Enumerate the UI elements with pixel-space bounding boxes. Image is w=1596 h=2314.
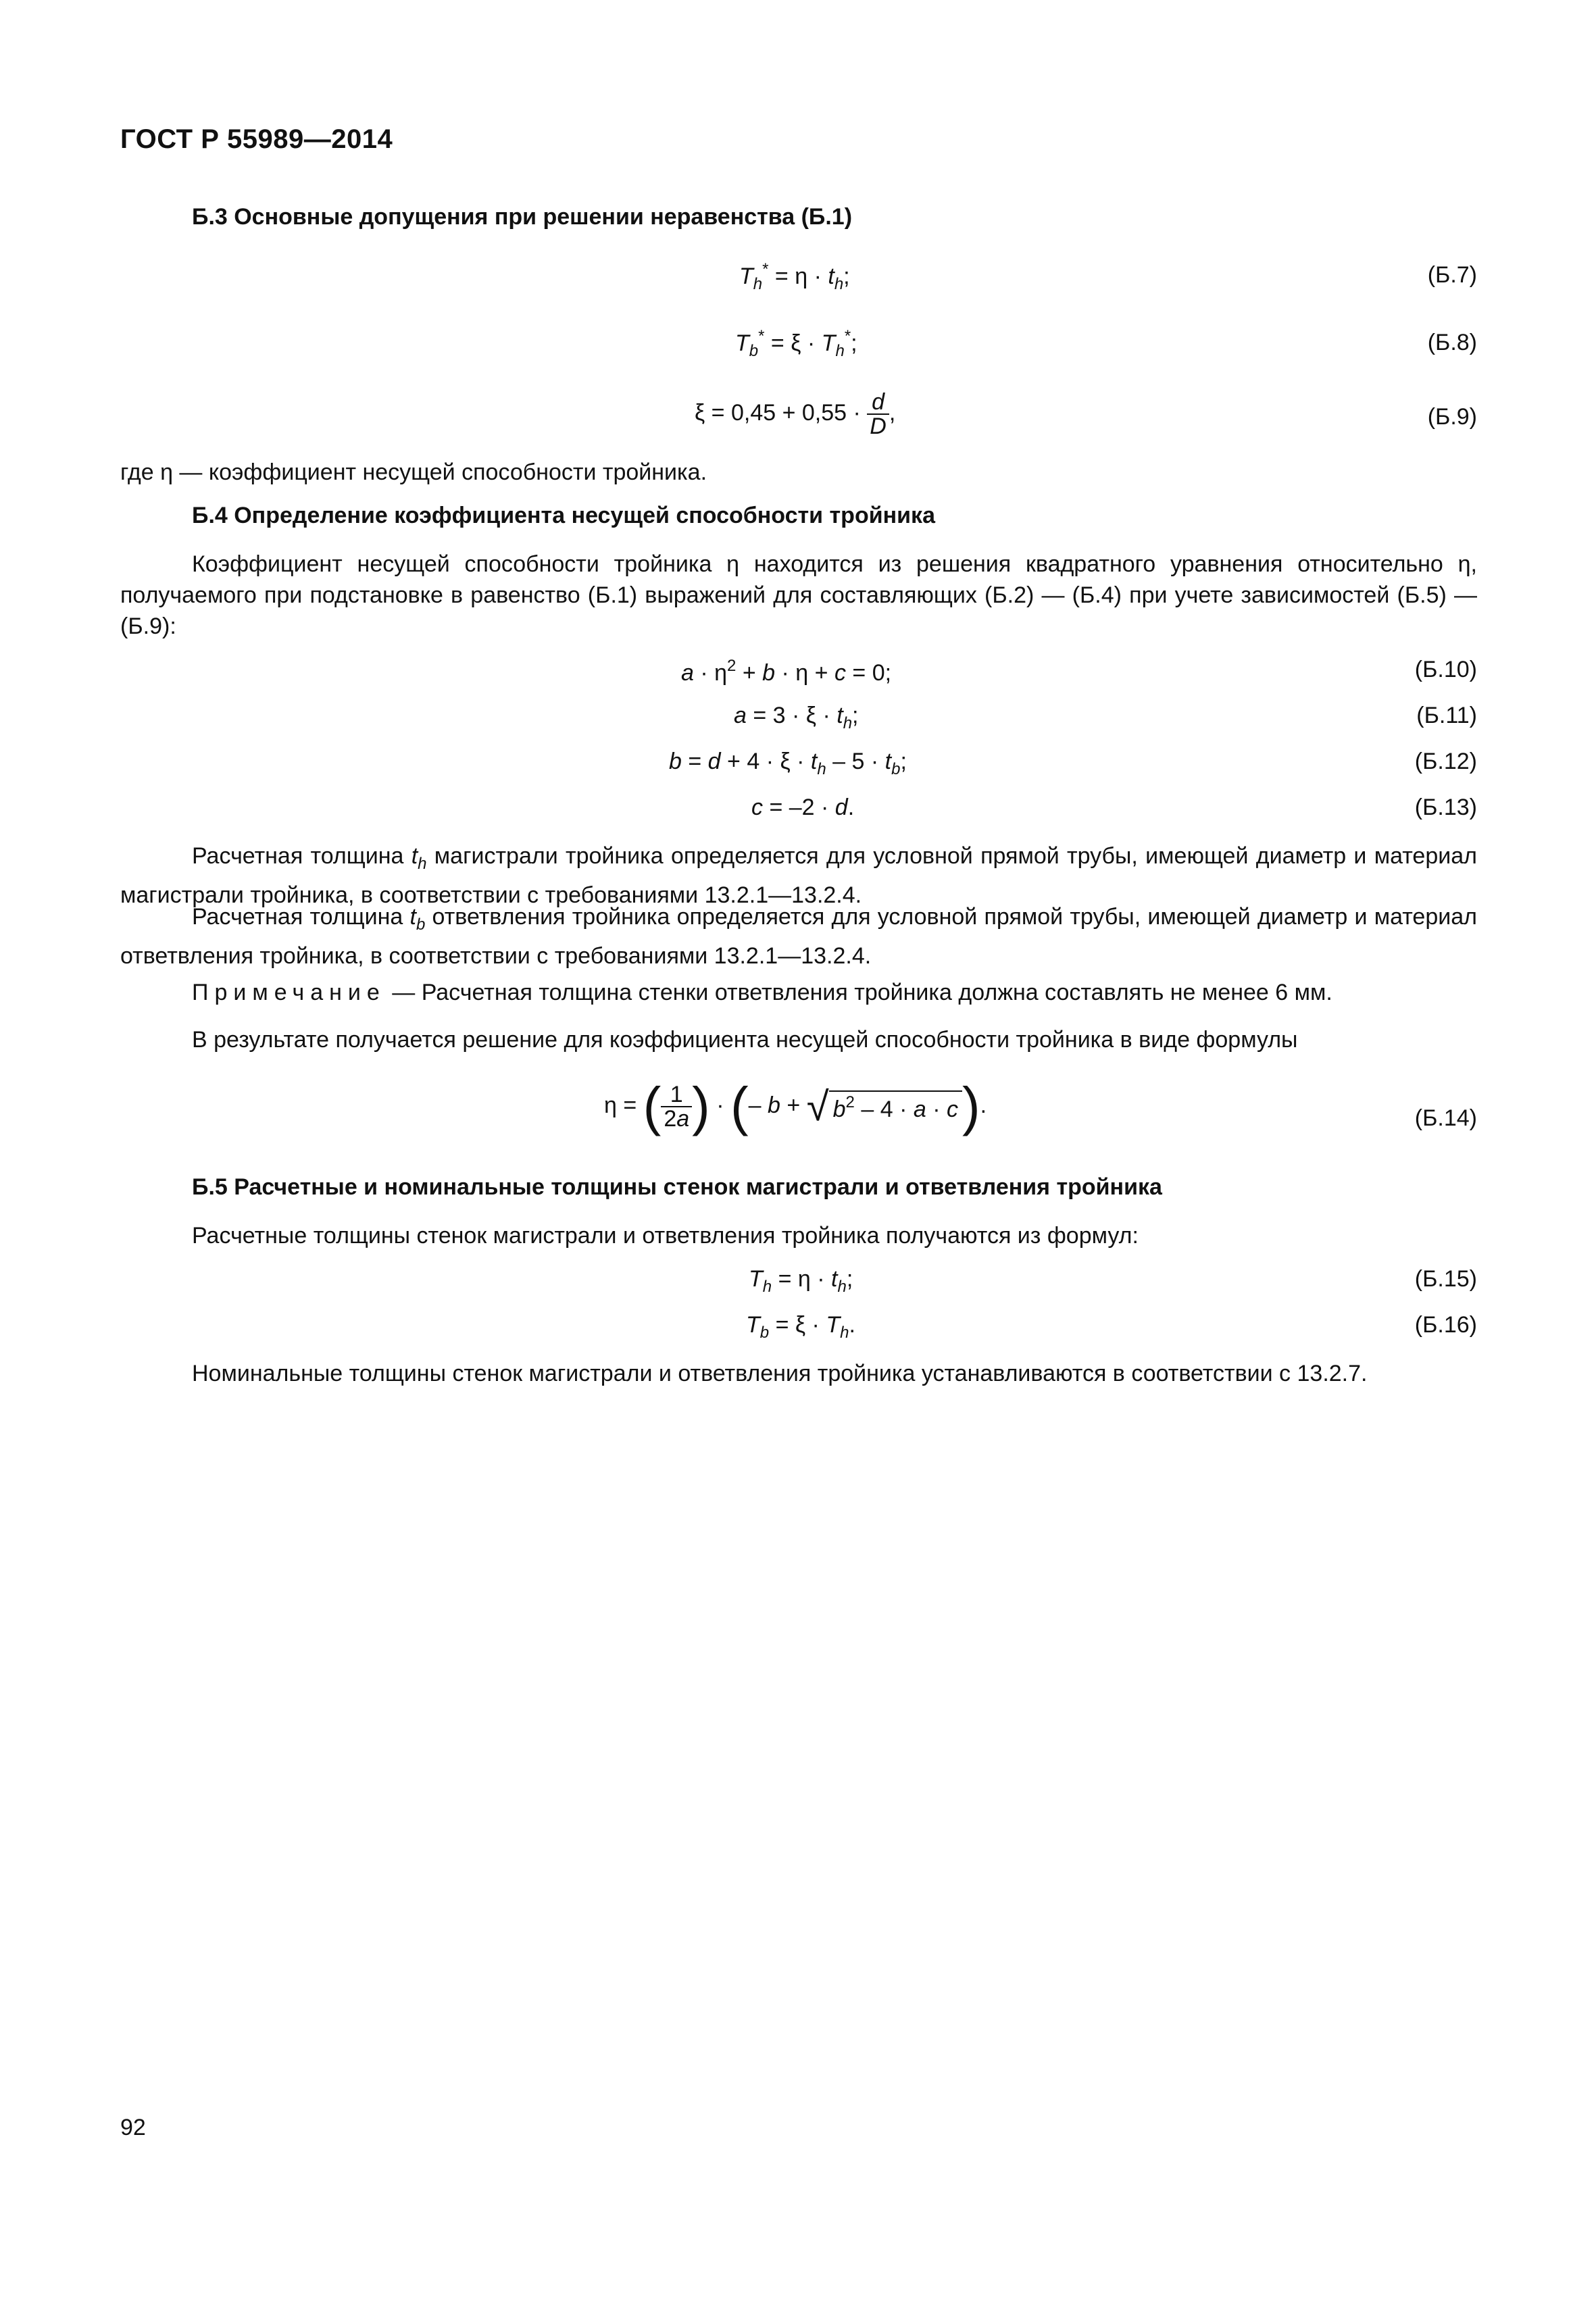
formula-b13: c = –2 · d. — [751, 795, 855, 820]
formula-b9: ξ = 0,45 + 0,55 · $\frac{d}{D}$ , — [695, 389, 896, 439]
p3-start: Расчетная толщина — [192, 904, 410, 930]
section-b4-paragraph-3: Расчетная толщина $t_b$ ответвления тройника определяется для условной прямой трубы, имеющей диаметр и материал ответвления тройника, в соответствии с требованиями 13.2.1—13.2.4. — [120, 904, 1477, 969]
note-text: — Расчетная толщина стенки ответвления тройника должна составлять не менее 6 мм. — [385, 980, 1332, 1005]
formula-b8: $T_b^* = \xi \cdot T_h^*$; — [735, 327, 857, 360]
formula-b14: η = ( $\frac{1}{2a}$ ) · (– b + √ $b^2 - 4 \cdot a \cdot c$). — [604, 1076, 987, 1136]
section-b5-paragraph-1: Расчетные толщины стенок магистрали и ответвления тройника получаются из формул: — [192, 1223, 1139, 1249]
eqnum-b12: (Б.12) — [1414, 749, 1477, 774]
formula-b10: $a \cdot \eta^2 + b \cdot \eta + c = 0$; — [681, 657, 892, 686]
p3-end: ответвления тройника определяется для условной прямой трубы, имеющей диаметр и материал ответвления тройника, в соответствии с требованиями 13.2.1—13.2.4. — [120, 904, 1477, 969]
eqnum-b11: (Б.11) — [1416, 703, 1477, 728]
eqnum-b7: (Б.7) — [1427, 262, 1477, 288]
page-number: 92 — [120, 2115, 146, 2140]
section-b4-title: Б.4 Определение коэффициента несущей способности тройника — [192, 503, 935, 528]
section-b4-paragraph-2: Расчетная толщина $t_h$ магистрали тройника определяется для условной прямой трубы, имеющей диаметр и материал магистрали тройника, в соответствии с требованиями 13.2.1—13.2.4. — [120, 843, 1477, 908]
eqnum-b15: (Б.15) — [1414, 1266, 1477, 1292]
section-b4-paragraph-4: В результате получается решение для коэффициента несущей способности тройника в виде формулы — [192, 1027, 1298, 1053]
formula-b16: $T_b = \xi \cdot T_h$. — [746, 1312, 855, 1342]
formula-b7: $T_h^* = \eta \cdot t_h$; — [739, 260, 850, 293]
section-b5-title: Б.5 Расчетные и номинальные толщины стенок магистрали и ответвления тройника — [192, 1174, 1162, 1200]
section-b4-paragraph-1: Коэффициент несущей способности тройника η находится из решения квадратного уравнения относительно η, получаемого при подстановке в равенство (Б.1) выражений для составляющих (Б.2) — (Б.4) при учете зависимостей (Б.5) — (Б.9): — [120, 551, 1477, 639]
eqnum-b9: (Б.9) — [1427, 404, 1477, 430]
formula-b15: $T_h = \eta \cdot t_h$; — [749, 1266, 853, 1296]
formula-b12: $b = d + 4 \cdot \xi \cdot t_h - 5 \cdot t_b$; — [669, 749, 907, 778]
p2-end: магистрали тройника определяется для условной прямой трубы, имеющей диаметр и материал магистрали тройника, в соответствии с требованиями 13.2.1—13.2.4. — [120, 843, 1477, 908]
standard-id: ГОСТ Р 55989—2014 — [120, 124, 393, 154]
eqnum-b10: (Б.10) — [1414, 657, 1477, 682]
eqnum-b16: (Б.16) — [1414, 1312, 1477, 1338]
note-label: Примечание — [192, 980, 386, 1005]
formula-b11: $a = 3 \cdot \xi \cdot t_h$; — [734, 703, 859, 732]
section-b3-title: Б.3 Основные допущения при решении неравенства (Б.1) — [192, 204, 853, 230]
eqnum-b13: (Б.13) — [1414, 795, 1477, 820]
eqnum-b14: (Б.14) — [1414, 1105, 1477, 1131]
where-line: где η — коэффициент несущей способности тройника. — [120, 459, 707, 485]
section-b5-paragraph-2: Номинальные толщины стенок магистрали и ответвления тройника устанавливаются в соответствии с 13.2.7. — [192, 1361, 1368, 1386]
eqnum-b8: (Б.8) — [1427, 330, 1477, 355]
note — [192, 977, 1332, 1008]
p2-start: Расчетная толщина — [192, 843, 412, 869]
